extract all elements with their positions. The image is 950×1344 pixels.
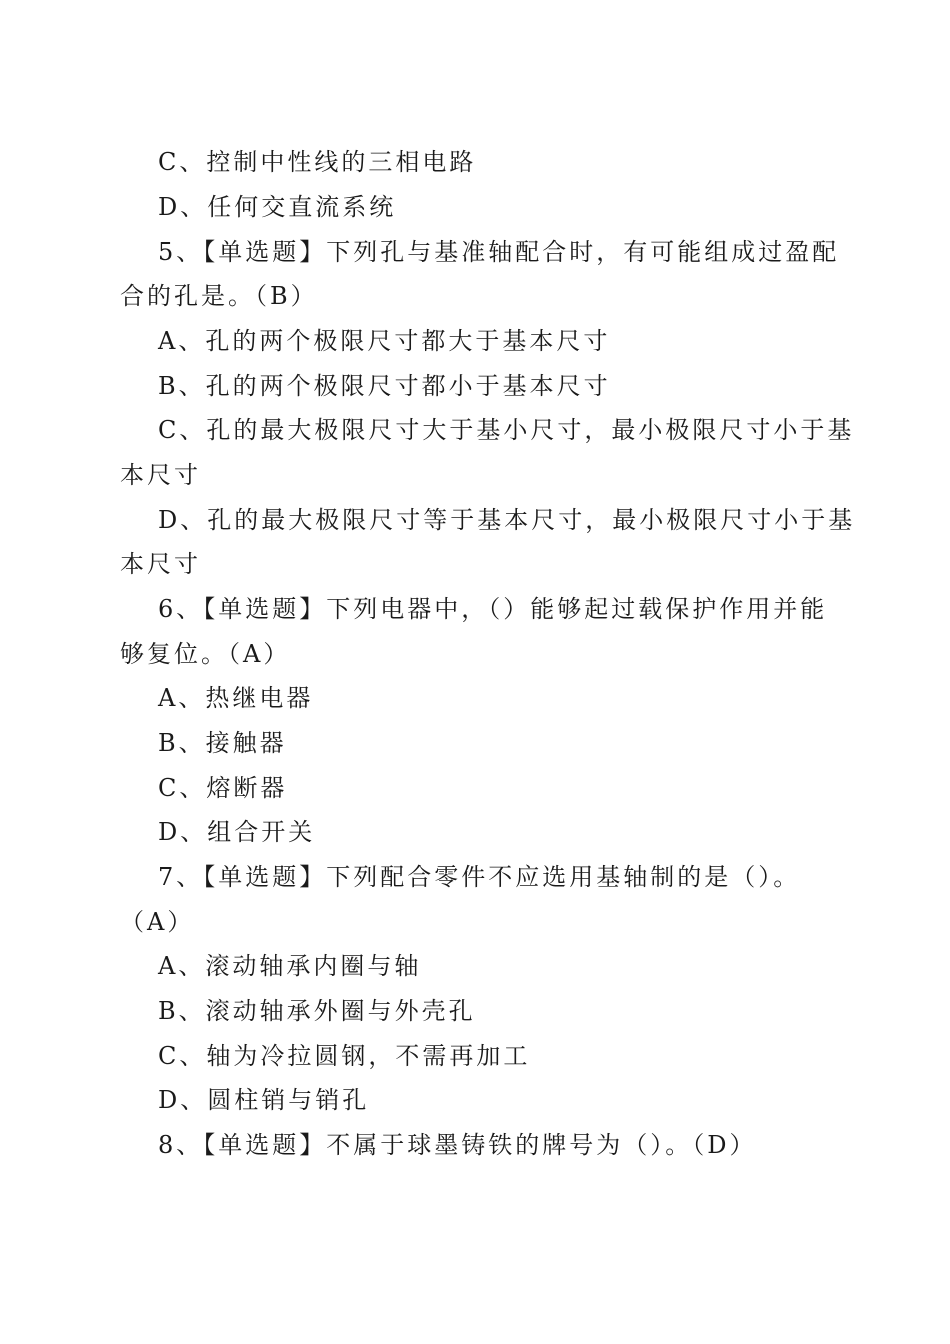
option-text: A、滚动轴承内圈与轴: [158, 952, 422, 980]
question-text: 7、【单选题】下列配合零件不应选用基轴制的是（）。: [158, 863, 801, 891]
option-text-continued: 本尺寸: [120, 461, 201, 489]
option-text: B、孔的两个极限尺寸都小于基本尺寸: [158, 372, 611, 400]
option-text: B、滚动轴承外圈与外壳孔: [158, 997, 476, 1025]
option-text-continued: 本尺寸: [120, 550, 201, 578]
question-text: 8、【单选题】不属于球墨铸铁的牌号为（）。（D）: [158, 1131, 757, 1159]
question-text: 6、【单选题】下列电器中，（）能够起过载保护作用并能: [158, 595, 828, 623]
option-text: C、控制中性线的三相电路: [158, 148, 477, 176]
option-text: D、孔的最大极限尺寸等于基本尺寸，最小极限尺寸小于基: [158, 506, 856, 534]
option-text: D、圆柱销与销孔: [158, 1086, 370, 1114]
question-text-continued: 合的孔是。（B）: [120, 282, 318, 310]
option-text: D、组合开关: [158, 818, 316, 846]
option-text: D、任何交直流系统: [158, 193, 397, 221]
option-text: C、轴为冷拉圆钢，不需再加工: [158, 1042, 531, 1070]
question-text: 5、【单选题】下列孔与基准轴配合时，有可能组成过盈配: [158, 238, 840, 266]
option-text: A、热继电器: [158, 684, 314, 712]
option-text: C、孔的最大极限尺寸大于基小尺寸，最小极限尺寸小于基: [158, 416, 855, 444]
question-text-continued: 够复位。（A）: [120, 640, 291, 668]
option-text: B、接触器: [158, 729, 287, 757]
option-text: C、熔断器: [158, 774, 288, 802]
option-text: A、孔的两个极限尺寸都大于基本尺寸: [158, 327, 611, 355]
question-text-continued: （A）: [120, 908, 195, 936]
